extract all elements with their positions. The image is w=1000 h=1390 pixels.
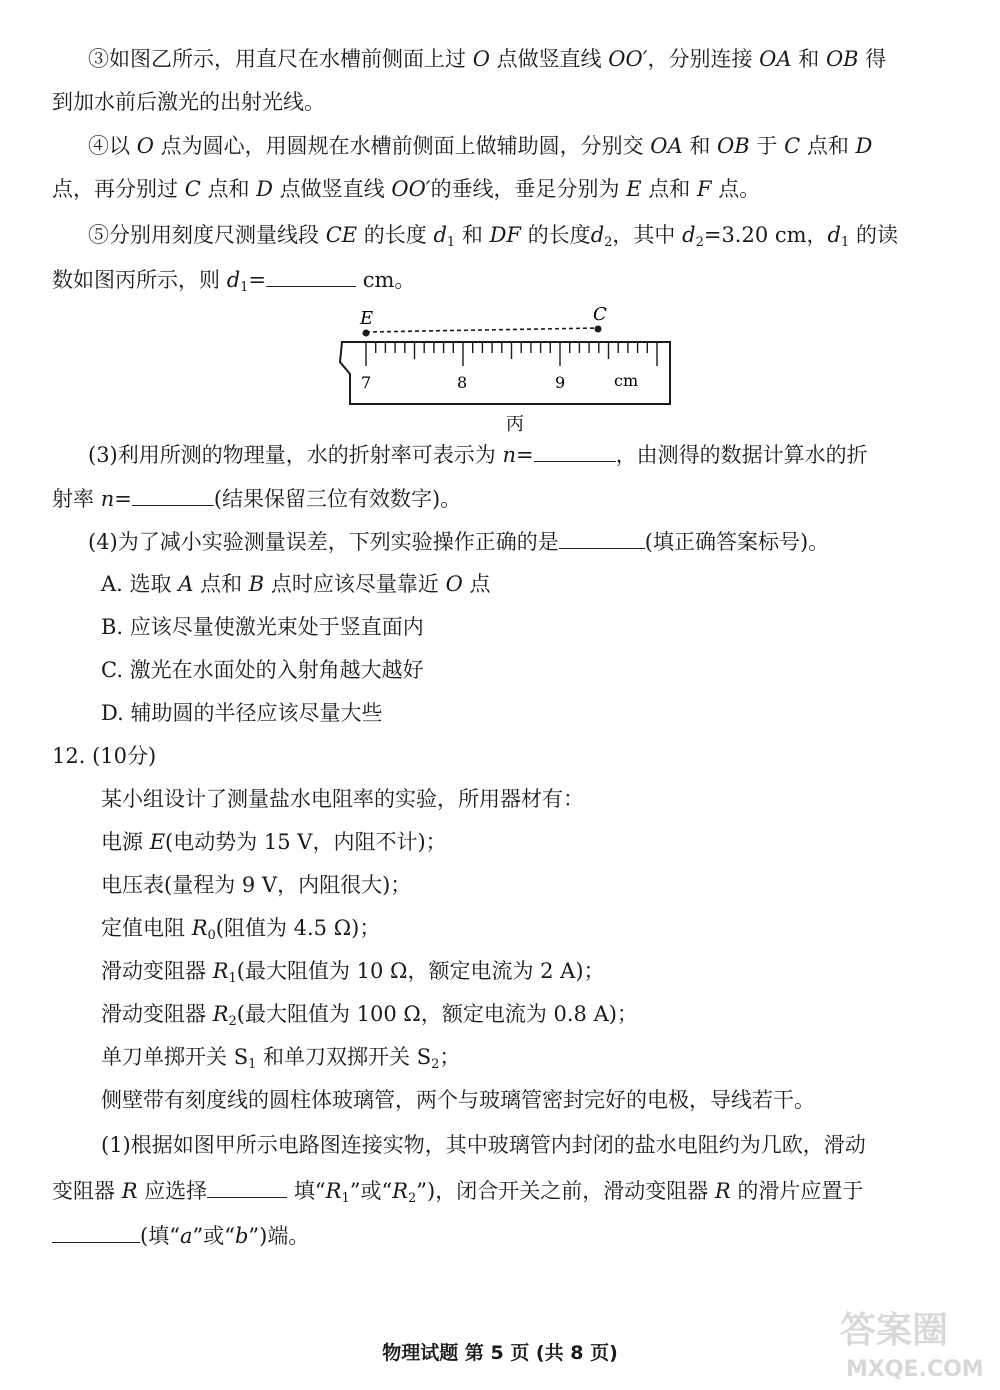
answer-blank-rheostat[interactable] xyxy=(207,1175,287,1198)
figure-caption: 丙 xyxy=(506,414,524,435)
watermark-bottom: MXQE.COM xyxy=(846,1357,982,1382)
step-5-line1: ⑤分别用刻度尺测量线段 CE 的长度 $d_1$ 和 DF 的长度$d_2$，其中 $d_2=3.20$ cm，$d_1$ 的读 xyxy=(88,223,898,250)
answer-blank-n-expression[interactable] xyxy=(534,439,616,462)
step-3-line1: ③如图乙所示，用直尺在水槽前侧面上过 O 点做竖直线 OO′，分别连接 OA 和 OB 得 xyxy=(88,47,887,71)
q3-line2: 射率 n= (结果保留三位有效数字)。 xyxy=(52,483,461,514)
q12-heading: 12. (10分) xyxy=(52,744,157,768)
answer-blank-n-value[interactable] xyxy=(132,483,214,506)
point-c xyxy=(595,326,602,333)
q4-option-b[interactable]: B. 应该尽量使激光束处于竖直面内 xyxy=(101,615,424,639)
tick-label-8: 8 xyxy=(457,373,468,392)
step-3-line2: 到加水前后激光的出射光线。 xyxy=(52,90,325,114)
q3-line1: (3)利用所测的物理量，水的折射率可表示为 n= ，由测得的数据计算水的折 xyxy=(88,439,868,470)
ruler-figure xyxy=(330,300,680,440)
q4-option-c[interactable]: C. 激光在水面处的入射角越大越好 xyxy=(101,658,424,682)
answer-blank-d1[interactable] xyxy=(266,264,356,287)
q12-part1-line2: 变阻器 R 应选择 填“$R_1$”或“$R_2$”)，闭合开关之前，滑动变阻器 R 的滑片应置于 xyxy=(52,1175,863,1214)
tick-label-7: 7 xyxy=(361,373,372,392)
q12-part1-line1: (1)根据如图甲所示电路图连接实物，其中玻璃管内封闭的盐水电阻约为几欧，滑动 xyxy=(101,1133,866,1157)
q12-part1-line3: (填“a”或“b”)端。 xyxy=(52,1220,309,1251)
tick-label-9: 9 xyxy=(555,373,566,392)
page-footer: 物理试题 第 5 页 (共 8 页) xyxy=(382,1342,618,1364)
q12-intro: 某小组设计了测量盐水电阻率的实验，所用器材有： xyxy=(101,787,584,811)
equipment-r2: 滑动变阻器 $R_2$(最大阻值为 100 Ω，额定电流为 0.8 A)； xyxy=(101,1002,638,1029)
label-c: C xyxy=(593,304,607,325)
equipment-tube: 侧壁带有刻度线的圆柱体玻璃管，两个与玻璃管密封完好的电极，导线若干。 xyxy=(101,1088,815,1112)
q4-option-a[interactable]: A. 选取 A 点和 B 点时应该尽量靠近 O 点 xyxy=(101,572,491,596)
unit-label: cm xyxy=(614,371,639,390)
step-5-line2: 数如图丙所示，则 $d_1=$ cm。 xyxy=(52,264,415,303)
step-4-line2: 点，再分别过 C 点和 D 点做竖直线 OO′的垂线，垂足分别为 E 点和 F 点。 xyxy=(52,177,761,201)
step-4-line1: ④以 O 点为圆心，用圆规在水槽前侧面上做辅助圆，分别交 OA 和 OB 于 C 点和 D xyxy=(88,134,873,158)
watermark-logo xyxy=(832,1300,982,1385)
label-e: E xyxy=(360,308,374,329)
q4-stem: (4)为了减小实验测量误差，下列实验操作正确的是 (填正确答案标号)。 xyxy=(88,526,829,557)
point-e xyxy=(363,330,370,337)
equipment-source: 电源 E(电动势为 15 V，内阻不计)； xyxy=(101,830,447,854)
equipment-r0: 定值电阻 $R_0$(阻值为 4.5 Ω)； xyxy=(101,916,381,943)
segment-ec-dashed xyxy=(366,328,598,332)
q4-option-d[interactable]: D. 辅助圆的半径应该尽量大些 xyxy=(101,701,383,725)
answer-blank-q4[interactable] xyxy=(559,526,645,549)
equipment-voltmeter: 电压表(量程为 9 V，内阻很大)； xyxy=(101,873,412,897)
ruler-diagram xyxy=(330,300,680,440)
watermark-top: 答案圈 xyxy=(840,1310,949,1351)
equipment-r1: 滑动变阻器 $R_1$(最大阻值为 10 Ω，额定电流为 2 A)； xyxy=(101,959,605,986)
answer-blank-slider-end[interactable] xyxy=(52,1220,140,1243)
equipment-switches: 单刀单掷开关 $S_1$ 和单刀双掷开关 $S_2$； xyxy=(101,1045,461,1072)
